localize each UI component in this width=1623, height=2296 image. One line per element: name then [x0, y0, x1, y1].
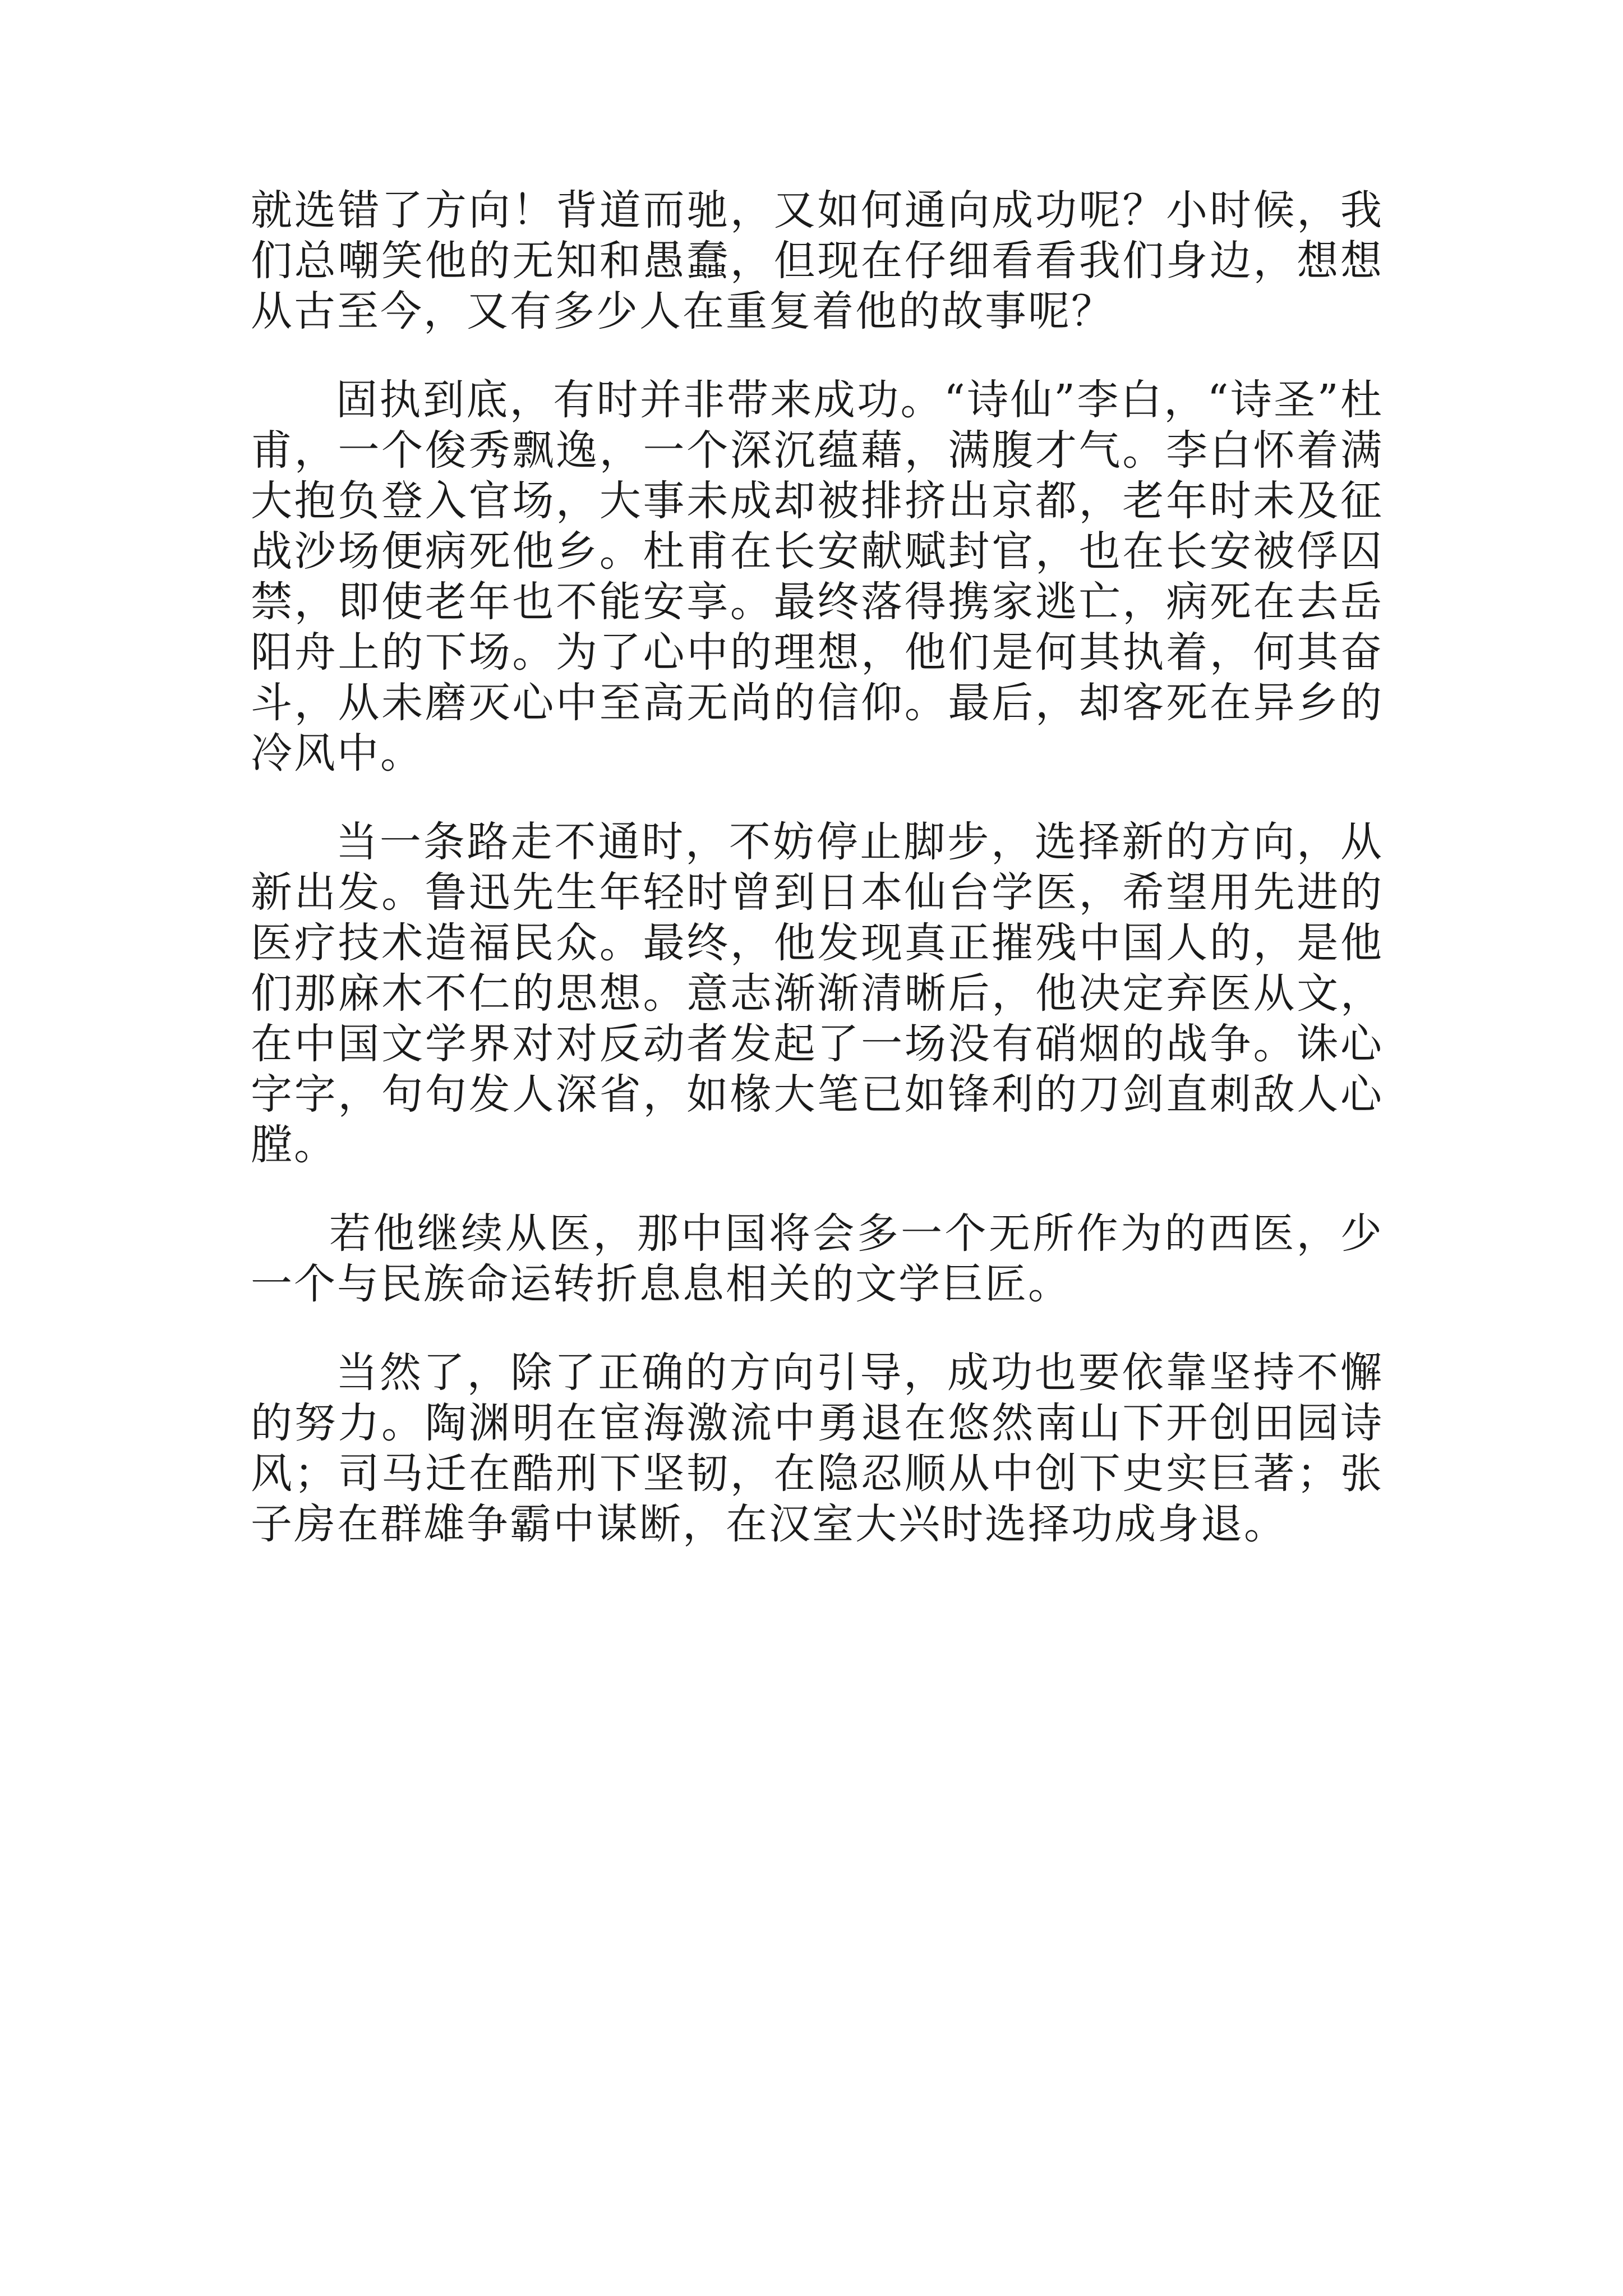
paragraph-4: 若他继续从医，那中国将会多一个无所作为的西医，少一个与民族命运转折息息相关的文学巨匠。: [251, 1209, 1384, 1308]
paragraph-2: 固执到底，有时并非带来成功。“诗仙”李白，“诗圣”杜甫，一个俊秀飘逸，一个深沉蕴藉，满腹才气。李白怀着满大抱负登入官场，大事未成却被排挤出京都，老年时未及征战沙场便病死他乡。杜甫在长安献赋封官，也在长安被俘囚禁，即使老年也不能安享。最终落得携家逃亡，病死在去岳阳舟上的下场。为了心中的理想，他们是何其执着，何其奋斗，从未磨灭心中至高无尚的信仰。最后，却客死在异乡的冷风中。: [251, 376, 1384, 777]
paragraph-1: 就选错了方向！背道而驰，又如何通向成功呢？小时候，我们总嘲笑他的无知和愚蠢，但现在仔细看看我们身边，想想从古至今，又有多少人在重复着他的故事呢？: [251, 186, 1384, 335]
essay-body: [251, 185, 1384, 1588]
paragraph-5: 当然了，除了正确的方向引导，成功也要依靠坚持不懈的努力。陶渊明在宦海激流中勇退在悠然南山下开创田园诗风；司马迁在酷刑下坚韧，在隐忍顺从中创下史实巨著；张子房在群雄争霸中谋断，在汉室大兴时选择功成身退。: [251, 1349, 1384, 1548]
paragraph-3: 当一条路走不通时，不妨停止脚步，选择新的方向，从新出发。鲁迅先生年轻时曾到日本仙台学医，希望用先进的医疗技术造福民众。最终，他发现真正摧残中国人的，是他们那麻木不仁的思想。意志渐渐清晰后，他决定弃医从文，在中国文学界对对反动者发起了一场没有硝烟的战争。诛心字字，句句发人深省，如椽大笔已如锋利的刀剑直刺敌人心膛。: [251, 818, 1384, 1169]
